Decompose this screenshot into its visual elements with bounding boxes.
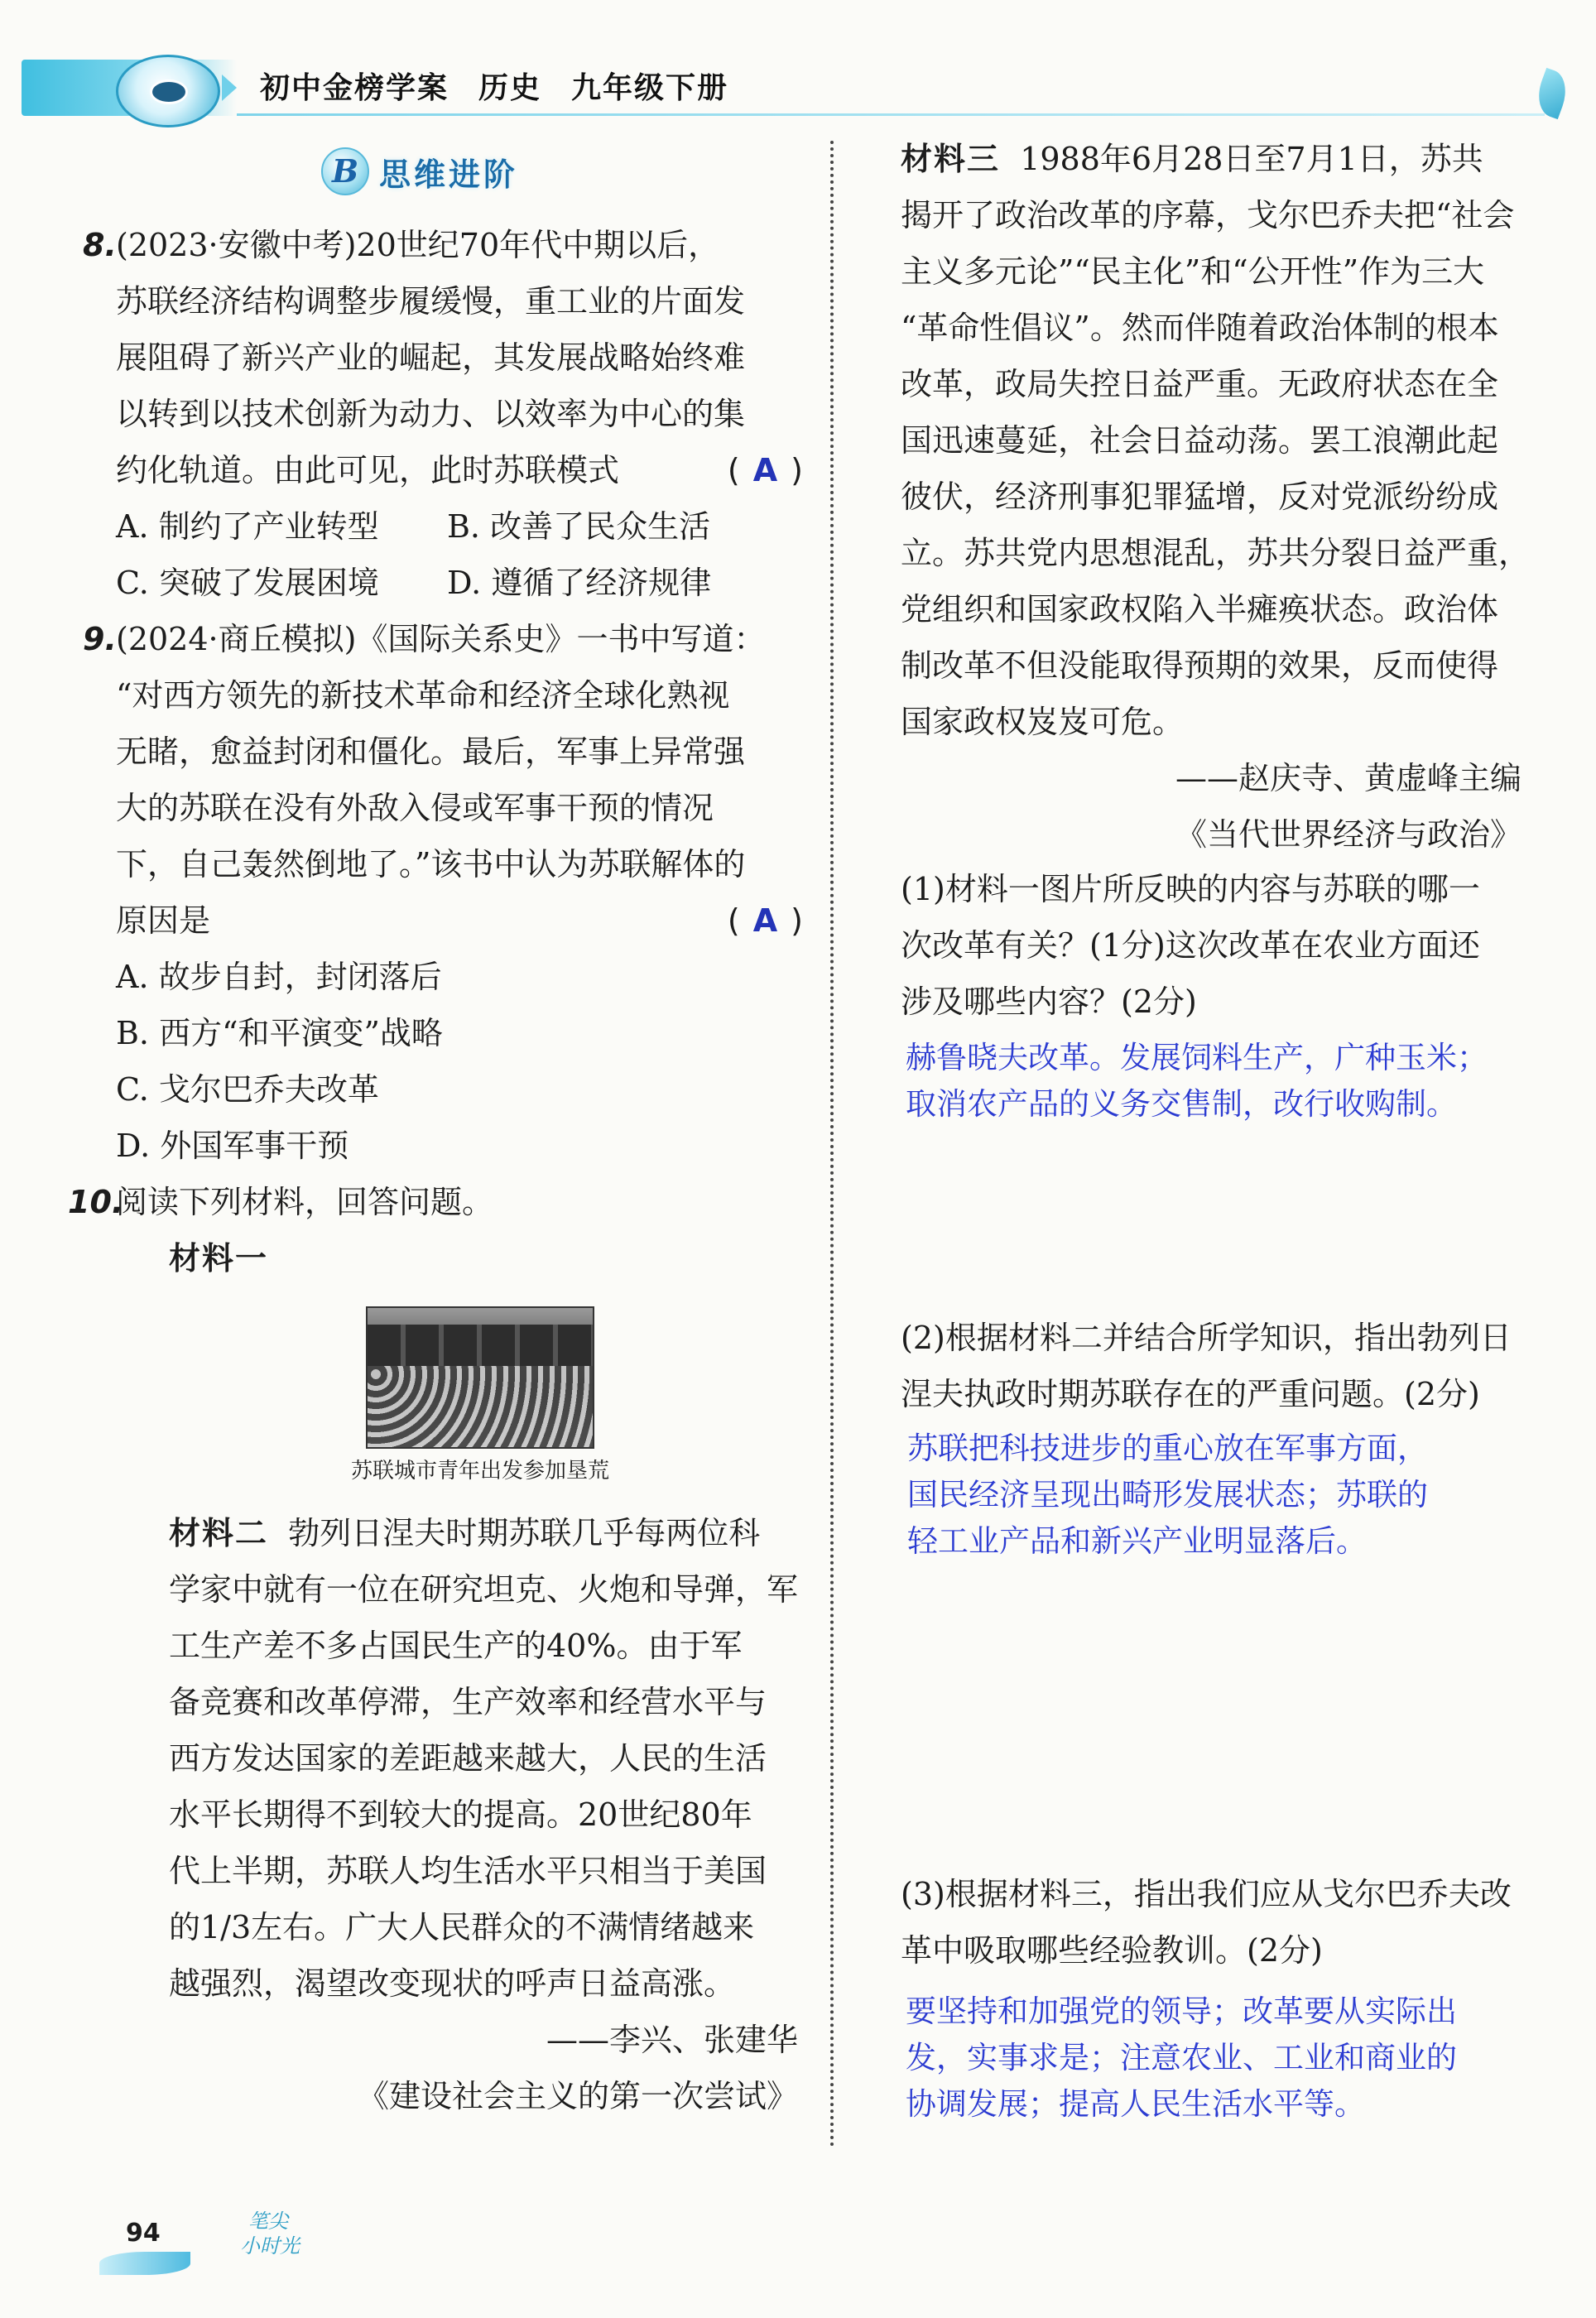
- header-arrow-icon: [222, 75, 237, 101]
- page-header: [0, 0, 1596, 124]
- section-letter: B: [321, 147, 369, 195]
- question-line: “对西方领先的新技术革命和经济全球化熟视: [116, 677, 730, 714]
- material-2-title: 材料二: [169, 1515, 269, 1551]
- answer-line: 要坚持和加强党的领导；改革要从实际出: [906, 1993, 1457, 2029]
- question-number: 10.: [68, 1184, 124, 1220]
- material-line: “革命性倡议”。然而伴随着政治体制的根本: [901, 310, 1499, 346]
- footer-brand: 笔尖 小时光: [240, 2210, 300, 2258]
- option-c: C. 戈尔巴乔夫改革: [116, 1071, 379, 1108]
- question-stem: 阅读下列材料，回答问题。: [116, 1184, 494, 1220]
- answer-line: 发，实事求是；注意农业、工业和商业的: [906, 2040, 1457, 2075]
- subquestion-1: [901, 861, 1521, 1035]
- material-2-book: 《建设社会主义的第一次尝试》: [357, 2078, 798, 2114]
- question-line: 苏联经济结构调整步履缓慢，重工业的片面发: [116, 283, 746, 320]
- handwritten-answer-1: [906, 1035, 1488, 1128]
- subquestion-line: 涉及哪些内容？(2分): [901, 983, 1197, 1020]
- question-9: [83, 611, 803, 1174]
- question-line: 原因是: [116, 902, 211, 939]
- material-line: 主义多元论”“民主化”和“公开性”作为三大: [901, 253, 1485, 290]
- material-line: 国家政权岌岌可危。: [901, 704, 1185, 740]
- material-line: 国迅速蔓延，社会日益动荡。罢工浪潮此起: [901, 422, 1499, 459]
- page-number: 94: [126, 2219, 161, 2248]
- material-2-author: ——李兴、张建华: [546, 2022, 798, 2058]
- material-line: 西方发达国家的差距越来越大，人民的生活: [169, 1740, 767, 1777]
- material-1-title: 材料一: [169, 1240, 269, 1277]
- answer-line: 取消农产品的义务交售制，改行收购制。: [906, 1086, 1457, 1122]
- answer-blank: ( A ): [727, 452, 803, 488]
- subquestion-3: [901, 1866, 1521, 1982]
- material-line: 揭开了政治改革的序幕，戈尔巴乔夫把“社会: [901, 197, 1515, 233]
- material-1-photo: [366, 1306, 594, 1449]
- material-2: [169, 1505, 798, 2134]
- question-line: (2024·商丘模拟)《国际关系史》一书中写道：: [116, 621, 766, 657]
- option-d: D. 外国军事干预: [116, 1128, 349, 1164]
- material-line: 改革，政局失控日益严重。无政府状态在全: [901, 366, 1499, 402]
- section-label: 思维进阶: [379, 156, 519, 193]
- material-3: [901, 131, 1531, 876]
- subquestion-line: (2)根据材料二并结合所学知识，指出勃列日: [901, 1320, 1512, 1356]
- grade: 九年级下册: [571, 71, 729, 105]
- material-line: 1988年6月28日至7月1日，苏共: [1020, 141, 1483, 177]
- material-line: 越强烈，渴望改变现状的呼声日益高涨。: [169, 1965, 736, 2002]
- question-line: 以转到以技术创新为动力、以效率为中心的集: [116, 396, 746, 432]
- subquestion-line: 涅夫执政时期苏联存在的严重问题。(2分): [901, 1376, 1480, 1412]
- answer-choice: A: [752, 902, 778, 939]
- material-line: 代上半期，苏联人均生活水平只相当于美国: [169, 1853, 767, 1889]
- answer-line: 协调发展；提高人民生活水平等。: [906, 2086, 1365, 2122]
- header-title: [260, 65, 758, 107]
- book-title: 初中金榜学案: [260, 71, 449, 105]
- material-3-author: ——赵庆寺、黄虚峰主编: [1175, 760, 1521, 796]
- question-8: [83, 217, 803, 614]
- option-c: C. 突破了发展困境: [116, 565, 379, 601]
- handwritten-answer-2: [907, 1426, 1428, 1565]
- material-line: 学家中就有一位在研究坦克、火炮和导弹，军: [169, 1571, 799, 1608]
- photo-caption: 苏联城市青年出发参加垦荒: [350, 1459, 609, 1484]
- material-line: 彼伏，经济刑事犯罪猛增，反对党派纷纷成: [901, 479, 1499, 515]
- material-line: 制改革不但没能取得预期的效果，反而使得: [901, 647, 1499, 684]
- subquestion-line: 革中吸取哪些经验教训。(2分): [901, 1932, 1323, 1969]
- leaf-icon: [1531, 68, 1573, 119]
- option-a: A. 故步自封，封闭落后: [116, 959, 442, 995]
- option-a: A. 制约了产业转型: [116, 508, 379, 545]
- material-3-book: 《当代世界经济与政治》: [1175, 816, 1521, 853]
- question-line: 大的苏联在没有外敌入侵或军事干预的情况: [116, 790, 714, 826]
- section-heading: [321, 146, 570, 197]
- question-line: 约化轨道。由此可见，此时苏联模式: [116, 452, 620, 488]
- question-line: 无睹，愈益封闭和僵化。最后，军事上异常强: [116, 733, 746, 770]
- footer-leaf-icon: [99, 2252, 190, 2275]
- option-b: B. 改善了民众生活: [447, 508, 711, 545]
- subquestion-2: [901, 1310, 1521, 1426]
- option-b: B. 西方“和平演变”战略: [116, 1015, 443, 1051]
- answer-blank: ( A ): [727, 902, 803, 939]
- answer-line: 轻工业产品和新兴产业明显落后。: [907, 1523, 1367, 1559]
- material-line: 备竞赛和改革停滞，生产效率和经营水平与: [169, 1684, 767, 1720]
- column-divider: [830, 141, 834, 2148]
- material-line: 工生产差不多占国民生产的40%。由于军: [169, 1628, 743, 1664]
- handwritten-answer-3: [906, 1989, 1457, 2128]
- answer-choice: A: [752, 452, 778, 488]
- question-line: 下，自己轰然倒地了。”该书中认为苏联解体的: [116, 846, 746, 882]
- material-line: 党组织和国家政权陷入半瘫痪状态。政治体: [901, 591, 1499, 628]
- material-3-title: 材料三: [901, 141, 1001, 177]
- question-10: [68, 1174, 803, 1290]
- material-line: 水平长期得不到较大的提高。20世纪80年: [169, 1796, 752, 1833]
- eye-logo-icon: [116, 55, 220, 127]
- answer-line: 赫鲁晓夫改革。发展饲料生产，广种玉米；: [906, 1040, 1488, 1075]
- question-line: (2023·安徽中考)20世纪70年代中期以后，: [116, 227, 720, 263]
- header-rule: [237, 113, 1545, 116]
- subquestion-line: (3)根据材料三，指出我们应从戈尔巴乔夫改: [901, 1876, 1512, 1912]
- subject: 历史: [478, 71, 542, 105]
- material-line: 立。苏共党内思想混乱，苏共分裂日益严重，: [901, 535, 1531, 571]
- answer-line: 苏联把科技进步的重心放在军事方面，: [907, 1431, 1428, 1466]
- subquestion-line: (1)材料一图片所反映的内容与苏联的哪一: [901, 871, 1480, 907]
- answer-line: 国民经济呈现出畸形发展状态；苏联的: [907, 1477, 1428, 1512]
- option-d: D. 遵循了经济规律: [447, 565, 712, 601]
- subquestion-line: 次改革有关？(1分)这次改革在农业方面还: [901, 927, 1480, 964]
- question-number: 9.: [83, 621, 117, 657]
- question-number: 8.: [83, 227, 117, 263]
- question-line: 展阻碍了新兴产业的崛起，其发展战略始终难: [116, 339, 746, 376]
- material-line: 勃列日涅夫时期苏联几乎每两位科: [288, 1515, 761, 1551]
- material-line: 的1/3左右。广大人民群众的不满情绪越来: [169, 1909, 755, 1945]
